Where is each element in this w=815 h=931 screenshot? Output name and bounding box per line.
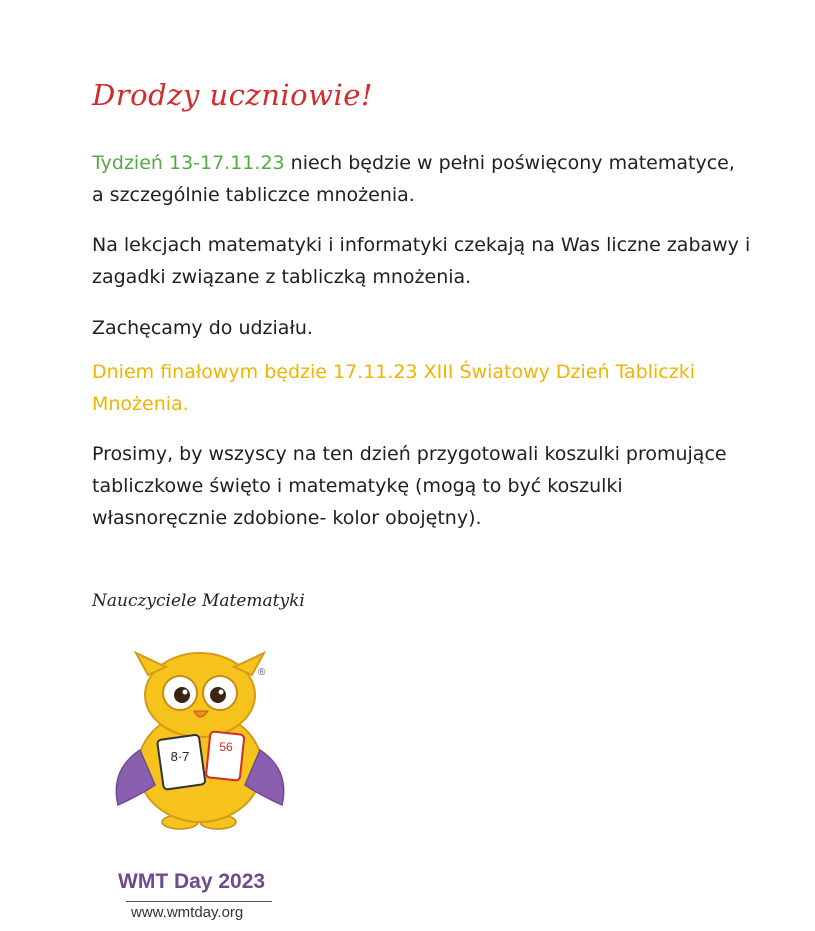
greeting-heading: Drodzy uczniowie! xyxy=(92,78,374,112)
paragraph-lessons: Na lekcjach matematyki i informatyki czekają na Was liczne zabawy i zagadki związane z tabliczką mnożenia. xyxy=(92,234,751,288)
paragraph-week xyxy=(92,147,752,211)
wmt-day-url: www.wmtday.org xyxy=(131,904,244,921)
signature: Nauczyciele Matematyki xyxy=(92,591,305,611)
wmt-day-title: WMT Day 2023 xyxy=(118,870,266,893)
paragraph-final-day: Dniem finałowym będzie 17.11.23 XIII Światowy Dzień Tabliczki Mnożenia. xyxy=(92,361,695,415)
week-dates-highlight: Tydzień 13-17.11.23 xyxy=(92,152,285,174)
paragraph-tshirts: Prosimy, by wszyscy na ten dzień przygotowali koszulki promujące tabliczkowe święto i matematykę (mogą to być koszulki własnoręcznie zdobione- kolor obojętny). xyxy=(92,443,727,529)
registered-mark: ® xyxy=(258,667,266,678)
paragraph-encourage: Zachęcamy do udziału. xyxy=(92,317,313,339)
card-left-text: 8·7 xyxy=(170,749,190,764)
logo-divider xyxy=(126,901,272,902)
owl-mascot-logo xyxy=(100,645,300,830)
paragraph-week-text: niech będzie w pełni poświęcony matematyce, a szczególnie tabliczce mnożenia. xyxy=(92,152,735,206)
card-right-text: 56 xyxy=(219,740,233,754)
